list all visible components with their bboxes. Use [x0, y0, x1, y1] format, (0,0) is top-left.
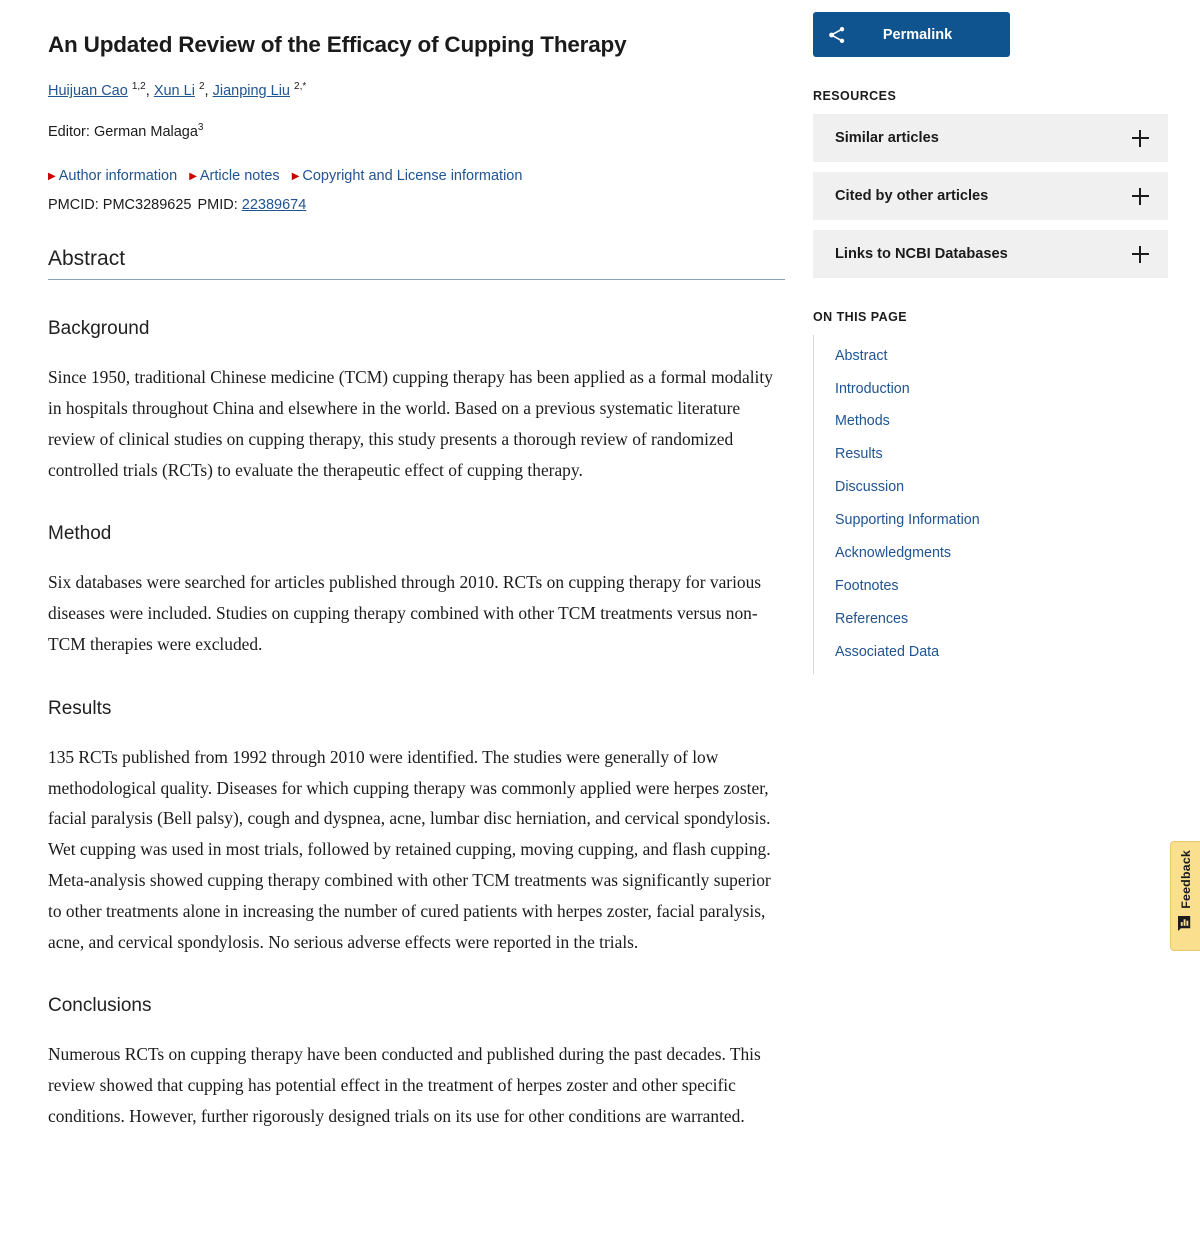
- author-link-1[interactable]: Huijuan Cao: [48, 83, 128, 100]
- accordion-label: Cited by other articles: [835, 188, 989, 204]
- section-text-method: Six databases were searched for articles published through 2010. RCTs on cupping therapy for various diseases were included. Studies on cupping therapy combined with other TCM treatments versus non-TCM therapies were excluded.: [48, 572, 762, 655]
- caret-right-icon: ▶: [48, 170, 56, 182]
- toc-item-footnotes[interactable]: Footnotes: [835, 577, 899, 594]
- page-title: An Updated Review of the Efficacy of Cupping Therapy: [48, 32, 627, 57]
- author-sup-3: 2,*: [294, 81, 307, 93]
- accordion-label: Similar articles: [835, 130, 939, 146]
- accordion-links-to-ncbi-databases[interactable]: [813, 230, 1168, 278]
- section-heading-results: Results: [48, 697, 112, 719]
- author-sep-1: ,: [145, 83, 154, 100]
- share-icon: [827, 25, 847, 45]
- section-text-results: 135 RCTs published from 1992 through 2010 were identified. The studies were generally of low methodological quality. Diseases for which cupping therapy was commonly applied were herpes zoster, facial paralysis (Bell palsy), cough and dyspnea, acne, lumbar disc herniation, and cervical spondylosis. Wet cupping was used in most trials, followed by retained cupping, moving cupping, and flash cupping. Meta-analysis showed cupping therapy combined with other TCM treatments was significantly superior to other treatments alone in increasing the number of cured patients with herpes zoster, facial paralysis, acne, and cervical spondylosis. No serious adverse effects were reported in the trials.: [48, 746, 771, 952]
- toc-item-results[interactable]: Results: [835, 446, 883, 463]
- pmcid-label: PMCID:: [48, 197, 99, 214]
- caret-right-icon: ▶: [291, 170, 300, 182]
- toc-item-supporting-information[interactable]: Supporting Information: [835, 512, 980, 529]
- toc-item-methods[interactable]: Methods: [835, 413, 890, 430]
- author-sup-1: 1,2: [131, 81, 146, 93]
- on-this-page-heading: ON THIS PAGE: [813, 310, 908, 324]
- pmid-label: PMID:: [197, 197, 238, 214]
- section-heading-conclusions: Conclusions: [48, 995, 152, 1017]
- abstract-heading: Abstract: [48, 247, 785, 280]
- accordion-similar-articles[interactable]: [813, 114, 1168, 162]
- section-text-background: Since 1950, traditional Chinese medicine (TCM) cupping therapy has been applied as a formal modality in hospitals throughout China and elsewhere in the world. Based on a previous systematic literature review of clinical studies on cupping therapy, this study presents a thorough review of randomized controlled trials (RCTs) to evaluate the therapeutic effect of cupping therapy.: [48, 367, 773, 480]
- author-link-2[interactable]: Xun Li: [153, 83, 195, 100]
- feedback-tab[interactable]: [1170, 841, 1200, 951]
- toc-item-acknowledgments[interactable]: Acknowledgments: [835, 545, 952, 562]
- editor-name: German Malaga: [93, 123, 198, 140]
- toc-item-abstract[interactable]: Abstract: [835, 347, 888, 364]
- section-heading-method: Method: [48, 523, 112, 545]
- editor-line: [48, 121, 788, 140]
- meta-links: [48, 166, 788, 188]
- sidebar: [813, 0, 1173, 674]
- author-information-link[interactable]: ▶ Author information: [48, 167, 178, 184]
- author-sep-2: ,: [204, 83, 213, 100]
- caret-right-icon: ▶: [189, 170, 197, 182]
- author-list: [48, 81, 788, 101]
- resources-heading: RESOURCES: [813, 89, 897, 103]
- permalink-label: Permalink: [882, 26, 953, 43]
- toc-item-introduction[interactable]: Introduction: [835, 380, 910, 397]
- editor-label: Editor:: [48, 123, 90, 140]
- toc-item-discussion[interactable]: Discussion: [835, 479, 905, 496]
- author-sup-2: 2: [198, 81, 205, 93]
- on-this-page-nav: [813, 335, 1073, 674]
- toc-item-references[interactable]: References: [835, 610, 909, 627]
- survey-chart-icon: [1178, 916, 1193, 931]
- section-text-conclusions: Numerous RCTs on cupping therapy have been conducted and published during the past decades. This review showed that cupping has potential effect in the treatment of herpes zoster and other specific conditions. However, further rigorously designed trials on its use for other conditions are warranted.: [48, 1044, 761, 1127]
- pmid-link[interactable]: 22389674: [241, 197, 307, 214]
- identifiers-line: [48, 197, 788, 213]
- section-heading-background: Background: [48, 318, 150, 340]
- accordion-label: Links to NCBI Databases: [835, 246, 1008, 262]
- feedback-label: Feedback: [1178, 850, 1193, 909]
- article-notes-link[interactable]: ▶ Article notes: [189, 167, 280, 184]
- article-content: [48, 0, 788, 1132]
- plus-icon[interactable]: [1132, 130, 1149, 147]
- resources-accordion: [813, 114, 1168, 278]
- editor-sup: 3: [197, 121, 204, 133]
- toc-item-associated-data[interactable]: Associated Data: [835, 643, 940, 660]
- permalink-button[interactable]: [813, 12, 1010, 57]
- copyright-license-link[interactable]: ▶ Copyright and License information: [291, 167, 523, 184]
- author-link-3[interactable]: Jianping Liu: [212, 83, 290, 100]
- accordion-cited-by-other-articles[interactable]: [813, 172, 1168, 220]
- plus-icon[interactable]: [1132, 188, 1149, 205]
- pmcid-value: PMC3289625: [102, 197, 192, 214]
- plus-icon[interactable]: [1132, 246, 1149, 263]
